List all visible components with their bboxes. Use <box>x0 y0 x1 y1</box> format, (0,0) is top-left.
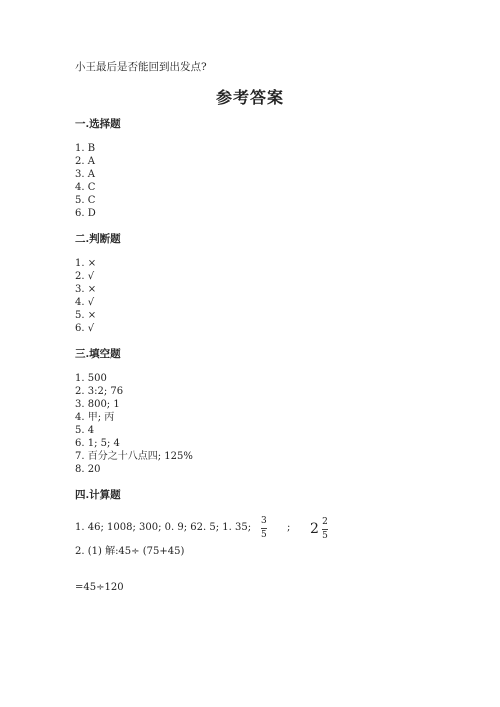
answer-item: 5. 4 <box>75 425 95 436</box>
answer-item: 3. 800; 1 <box>75 399 120 410</box>
answer-item: 8. 20 <box>75 464 101 475</box>
answer-item: 6. D <box>75 208 96 219</box>
answer-item: 3. × <box>75 284 97 295</box>
mixed-whole: 2 <box>310 521 319 537</box>
answer-item: 7. 百分之十八点四; 125% <box>75 451 193 462</box>
answer-item: 2. A <box>75 156 95 167</box>
question-intro: 小王最后是否能回到出发点? <box>75 61 207 73</box>
fraction-numerator: 2 <box>322 517 328 527</box>
section-heading-calculation: 四.计算题 <box>75 489 121 501</box>
calc-answer-line-3: =45÷120 <box>75 582 124 593</box>
answer-item: 1. B <box>75 143 96 154</box>
answer-item: 1. × <box>75 258 97 269</box>
answer-item: 6. √ <box>75 323 95 334</box>
calc-answer-text: 1. 46; 1008; 300; 0. 9; 62. 5; 1. 35; <box>75 522 252 533</box>
section-heading-choice: 一.选择题 <box>75 118 121 130</box>
answer-item: 1. 500 <box>75 373 107 384</box>
fraction-bar <box>322 529 328 530</box>
answer-item: 2. 3:2; 76 <box>75 386 124 397</box>
answer-item: 3. A <box>75 169 95 180</box>
fraction-three-fifths <box>261 516 267 541</box>
fraction-denominator: 5 <box>322 531 328 541</box>
section-heading-judgement: 二.判断题 <box>75 233 121 245</box>
mixed-fraction <box>322 517 328 542</box>
page-title: 参考答案 <box>215 88 284 107</box>
fraction-bar <box>261 528 267 529</box>
answer-item: 4. C <box>75 182 96 193</box>
answer-item: 4. √ <box>75 297 95 308</box>
calc-answer-line-1 <box>75 516 375 544</box>
answer-item: 5. × <box>75 310 97 321</box>
answer-item: 5. C <box>75 195 96 206</box>
section-heading-fill-blank: 三.填空题 <box>75 348 121 360</box>
calc-answer-line-2: 2. (1) 解:45÷ (75+45) <box>75 546 185 557</box>
answer-item: 2. √ <box>75 271 95 282</box>
mixed-number <box>310 517 328 542</box>
fraction-denominator: 5 <box>261 530 267 540</box>
calc-separator: ; <box>287 522 291 533</box>
answer-item: 6. 1; 5; 4 <box>75 438 120 449</box>
fraction-numerator: 3 <box>261 516 267 526</box>
answer-item: 4. 甲; 丙 <box>75 412 115 423</box>
